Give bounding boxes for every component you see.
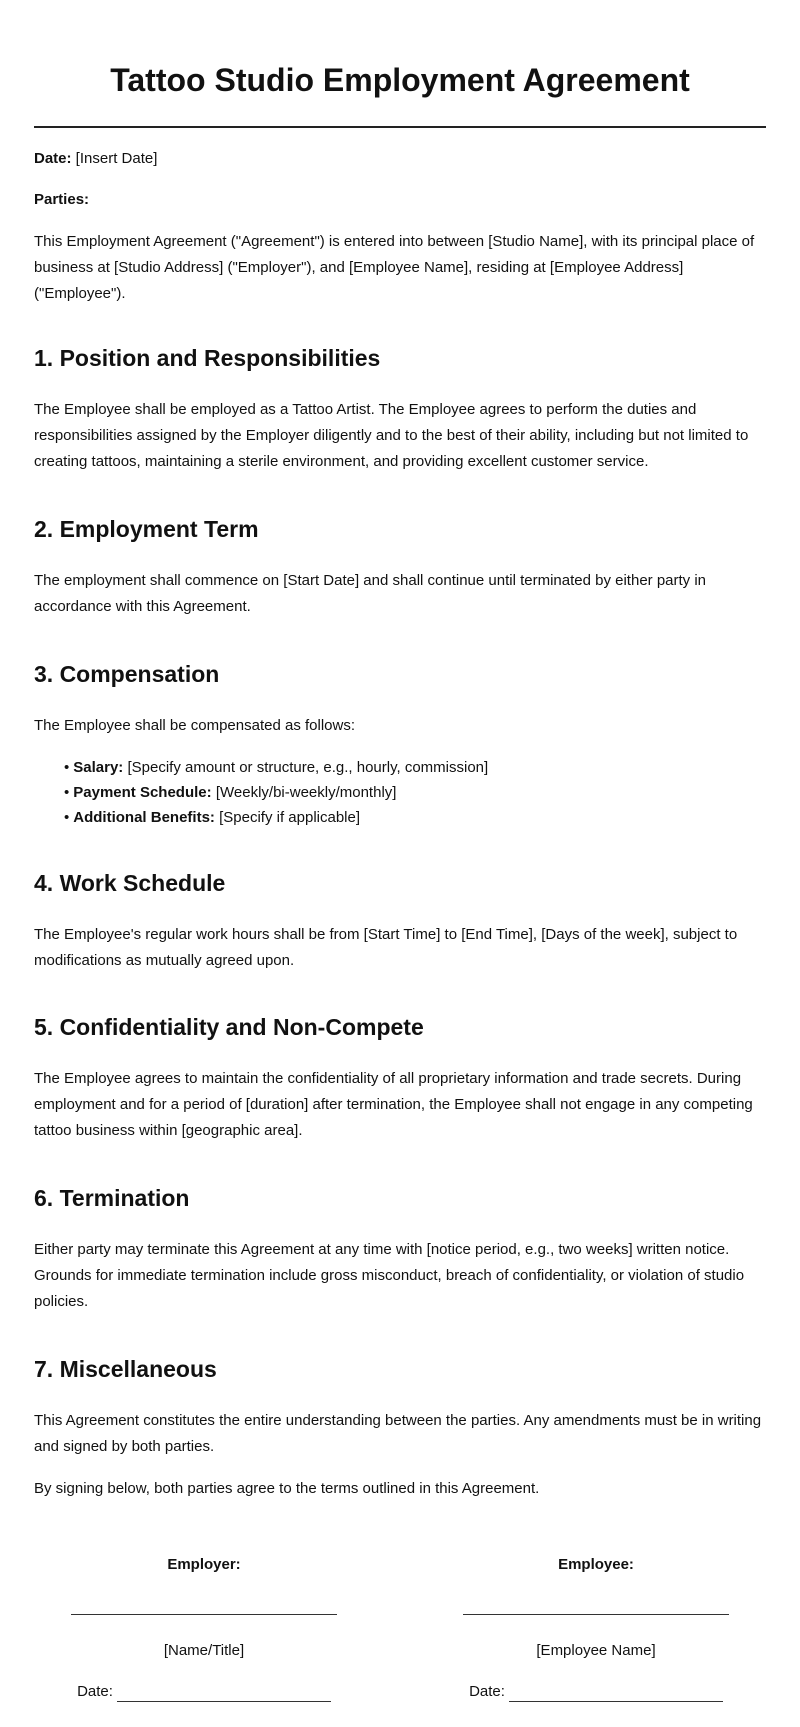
list-item-label: Payment Schedule: (73, 784, 212, 801)
list-item-value: [Specify amount or structure, e.g., hourly, commission] (123, 759, 489, 776)
signature-block (34, 1555, 766, 1702)
list-item-value: [Specify if applicable] (214, 809, 361, 826)
employer-signature-line[interactable] (71, 1614, 337, 1615)
employer-date (34, 1682, 374, 1702)
list-item-label: Salary: (73, 759, 124, 776)
section-heading-term: 2. Employment Term (34, 516, 259, 542)
employee-date-line[interactable] (509, 1685, 723, 1702)
bullet: • (64, 784, 70, 801)
section-body-term: The employment shall commence on [Start Date] and shall continue until terminated by either party in accordance with this Agreement. (34, 572, 707, 615)
list-item (64, 755, 766, 780)
employee-signature-line[interactable] (463, 1614, 729, 1615)
list-item-label: Additional Benefits: (73, 809, 215, 826)
list-item (64, 805, 766, 830)
section-heading-confidentiality: 5. Confidentiality and Non-Compete (34, 1014, 424, 1040)
employee-name: [Employee Name] (536, 1642, 656, 1659)
parties-label: Parties: (34, 191, 90, 208)
title-divider (34, 126, 766, 128)
section-heading-compensation: 3. Compensation (34, 661, 220, 687)
bullet: • (64, 759, 70, 776)
employer-signature (34, 1555, 374, 1702)
employee-date (426, 1682, 766, 1702)
section-heading-schedule: 4. Work Schedule (34, 870, 226, 896)
date-value: [Insert Date] (71, 150, 158, 167)
intro-paragraph: This Employment Agreement ("Agreement") is entered into between [Studio Name], with its principal place of business at [Studio Address] ("Employer"), and [Employee Name], residing at [Employee Address] ("Employee"). (34, 233, 755, 302)
employee-heading: Employee: (558, 1556, 634, 1573)
section-body-miscellaneous: This Agreement constitutes the entire understanding between the parties. Any amendments must be in writing and signed by both parties. (34, 1412, 762, 1455)
section-heading-position: 1. Position and Responsibilities (34, 345, 381, 371)
employer-date-label: Date: (77, 1683, 113, 1700)
closing-statement: By signing below, both parties agree to the terms outlined in this Agreement. (34, 1480, 540, 1497)
employer-date-line[interactable] (117, 1685, 331, 1702)
list-item (64, 780, 766, 805)
employer-name: [Name/Title] (163, 1642, 245, 1659)
document-title: Tattoo Studio Employment Agreement (110, 62, 690, 98)
section-body-position: The Employee shall be employed as a Tattoo Artist. The Employee agrees to perform the duties and responsibilities assigned by the Employer diligently and to the best of their ability, including but not limited to creating tattoos, maintaining a sterile environment, and providing excellent customer service. (34, 401, 749, 470)
employer-heading: Employer: (167, 1556, 241, 1573)
employee-date-label: Date: (469, 1683, 505, 1700)
compensation-list (34, 755, 766, 830)
section-body-schedule: The Employee's regular work hours shall be from [Start Time] to [End Time], [Days of the week], subject to modifications as mutually agreed upon. (34, 926, 738, 969)
section-body-compensation: The Employee shall be compensated as follows: (34, 717, 356, 734)
section-heading-miscellaneous: 7. Miscellaneous (34, 1356, 217, 1382)
date-line (34, 146, 766, 172)
section-heading-termination: 6. Termination (34, 1185, 190, 1211)
section-body-confidentiality: The Employee agrees to maintain the confidentiality of all proprietary information and trade secrets. During employment and for a period of [duration] after termination, the Employee shall not engage in any competing tattoo business within [geographic area]. (34, 1070, 753, 1139)
date-label: Date: (34, 150, 72, 167)
employee-signature (426, 1555, 766, 1702)
bullet: • (64, 809, 70, 826)
section-body-termination: Either party may terminate this Agreement at any time with [notice period, e.g., two weeks] written notice. Grounds for immediate termination include gross misconduct, breach of confidentiality, or violation of studio policies. (34, 1241, 745, 1310)
list-item-value: [Weekly/bi-weekly/monthly] (211, 784, 397, 801)
